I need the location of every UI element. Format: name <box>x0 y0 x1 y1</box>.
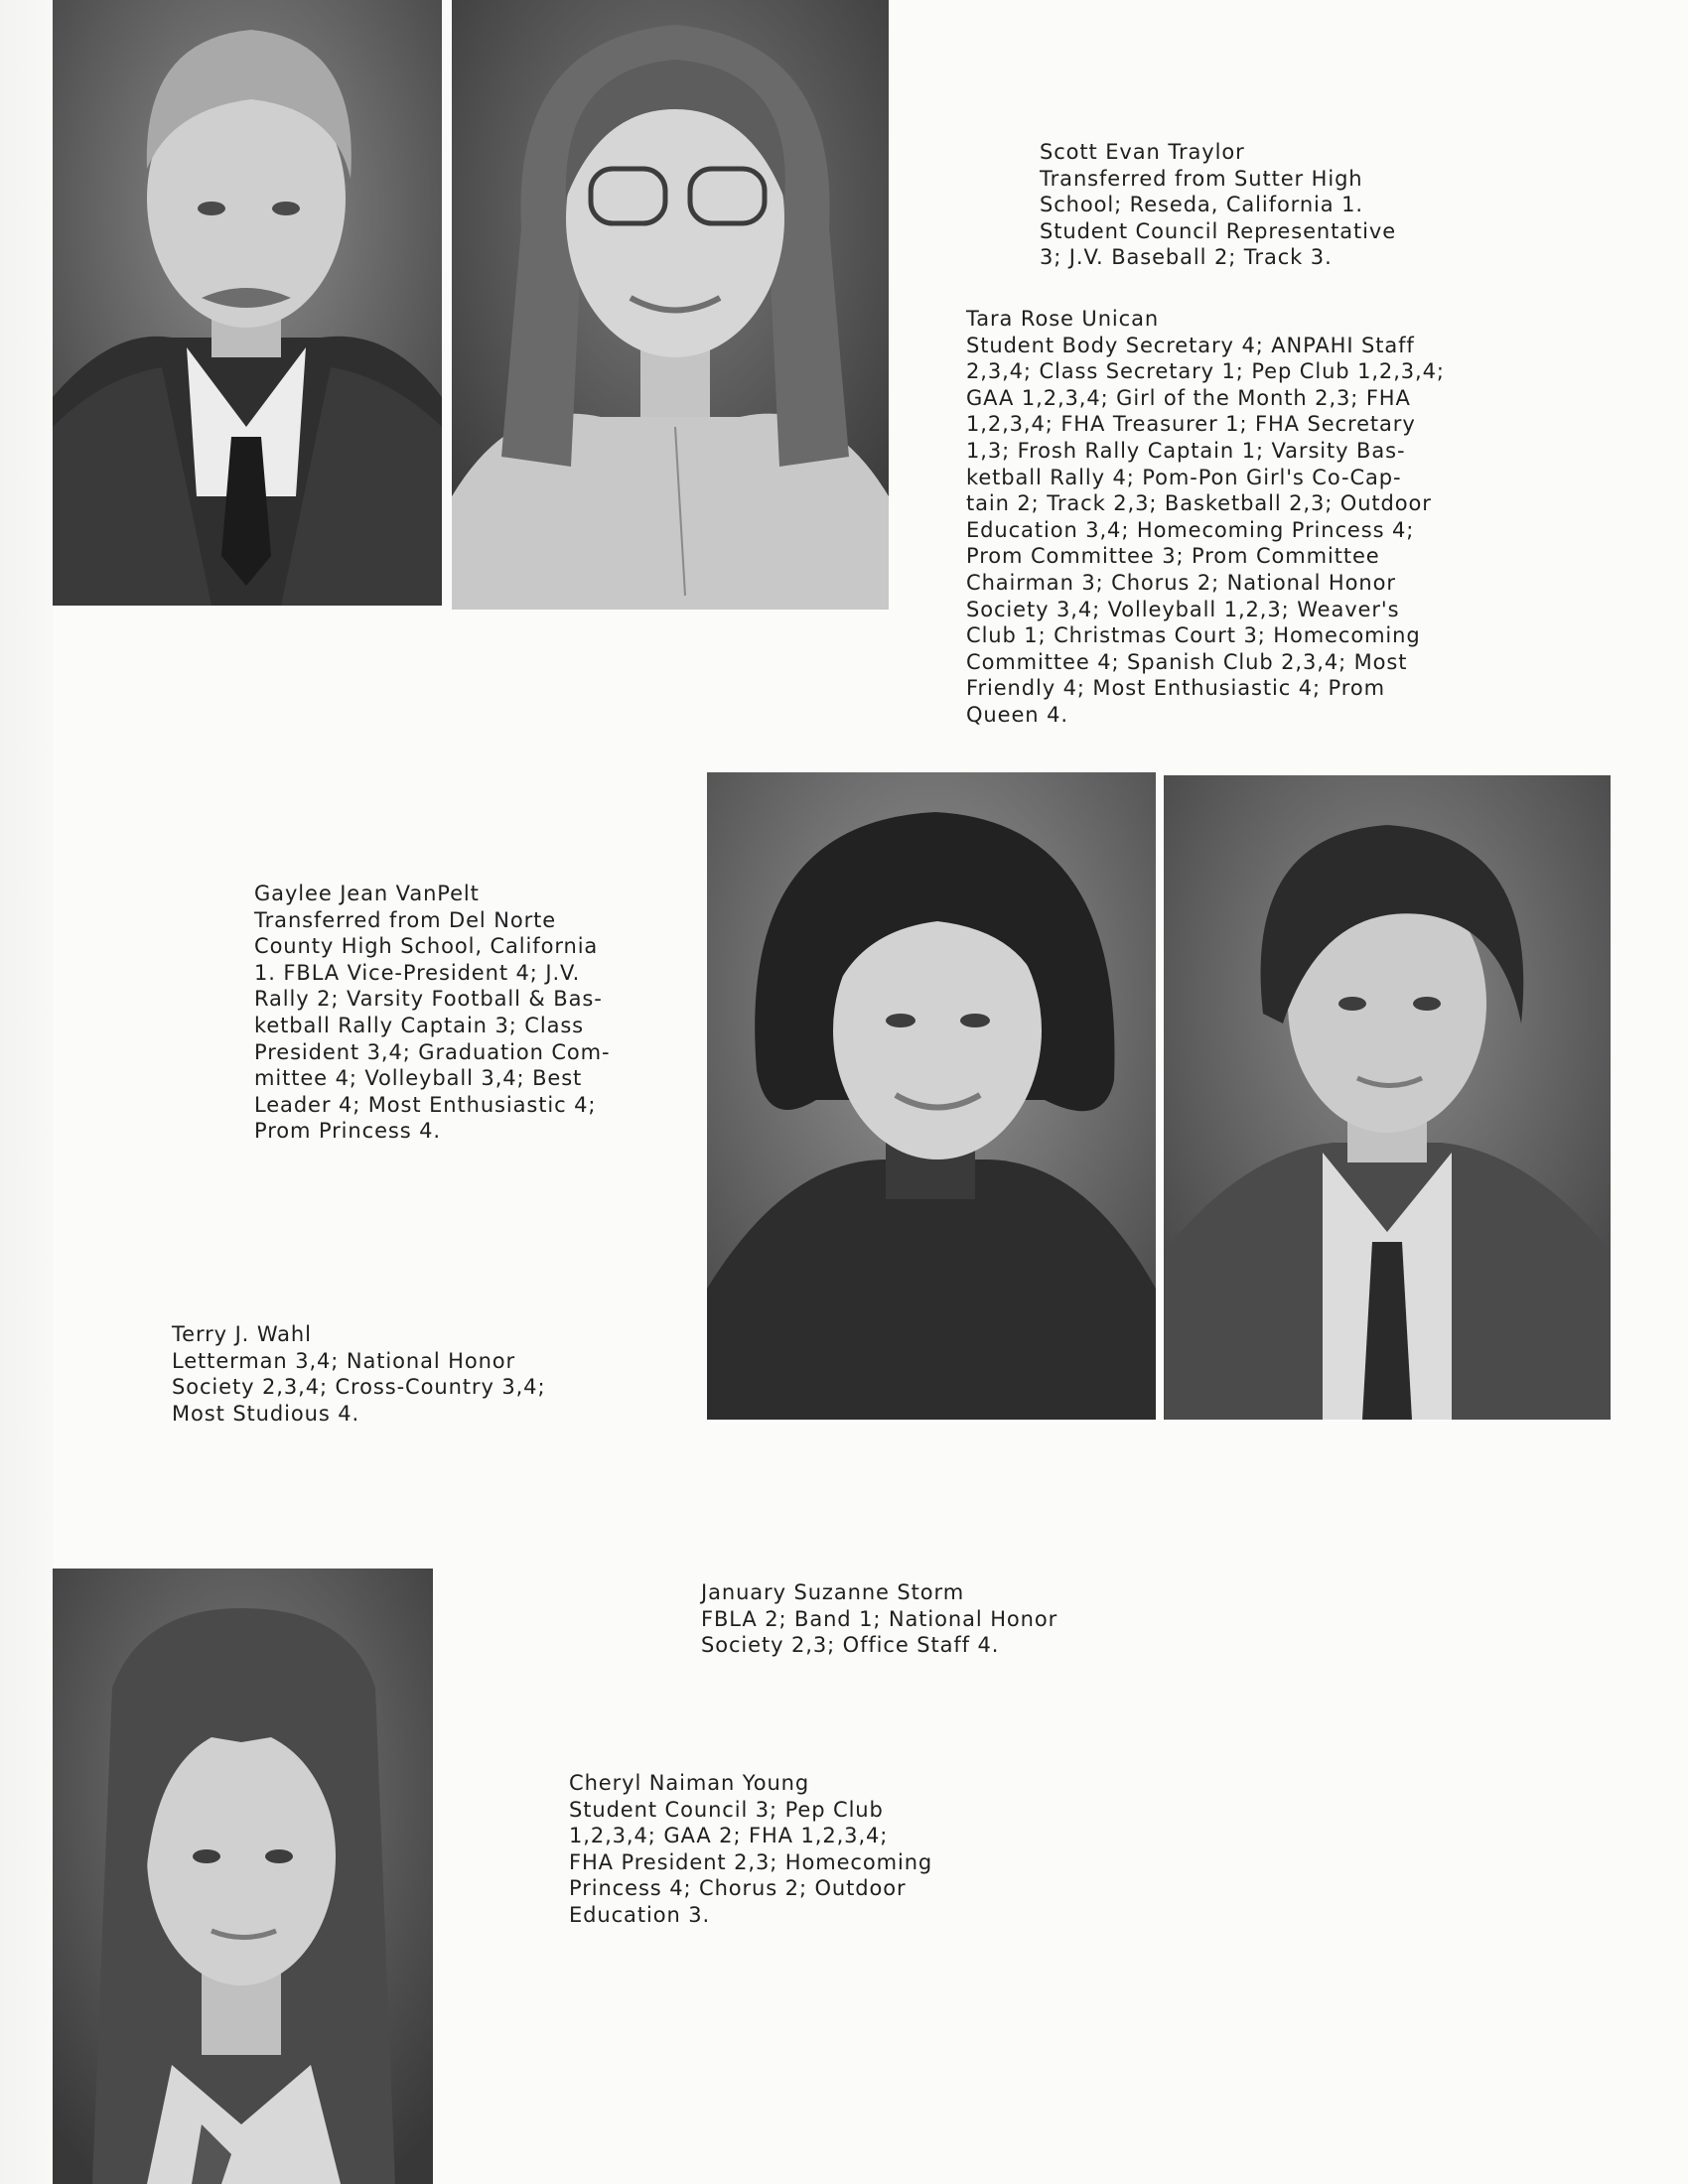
activity-line: Transferred from Del Norte <box>254 907 557 932</box>
activity-line: ketball Rally 4; Pom-Pon Girl's Co-Cap- <box>966 465 1402 489</box>
bio-traylor <box>1040 139 1396 271</box>
portrait-photo-wahl <box>1164 775 1611 1420</box>
bio-vanpelt <box>254 881 611 1145</box>
page-edge <box>0 0 53 2184</box>
activity-line: Education 3,4; Homecoming Princess 4; <box>966 517 1415 542</box>
activity-line: Student Council Representative <box>1040 218 1397 243</box>
activity-line: mittee 4; Volleyball 3,4; Best <box>254 1066 583 1091</box>
activity-line: FBLA 2; Band 1; National Honor <box>701 1606 1058 1631</box>
bio-young <box>569 1770 932 1929</box>
activity-line: Society 2,3; Office Staff 4. <box>701 1633 1000 1658</box>
activity-line: 1,3; Frosh Rally Captain 1; Varsity Bas- <box>966 438 1406 463</box>
activity-line: President 3,4; Graduation Com- <box>254 1039 611 1064</box>
student-name: Scott Evan Traylor <box>1040 140 1245 164</box>
activity-line: Committee 4; Spanish Club 2,3,4; Most <box>966 649 1408 674</box>
activity-line: Friendly 4; Most Enthusiastic 4; Prom <box>966 676 1385 701</box>
portrait-photo-traylor <box>53 0 442 606</box>
activity-line: GAA 1,2,3,4; Girl of the Month 2,3; FHA <box>966 385 1411 410</box>
activity-line: 3; J.V. Baseball 2; Track 3. <box>1040 245 1333 270</box>
activity-line: FHA President 2,3; Homecoming <box>569 1849 933 1874</box>
activity-line: Prom Committee 3; Prom Committee <box>966 544 1380 569</box>
activity-line: Prom Princess 4. <box>254 1119 441 1144</box>
activity-line: Leader 4; Most Enthusiastic 4; <box>254 1092 597 1117</box>
activity-line: 2,3,4; Class Secretary 1; Pep Club 1,2,3,4; <box>966 359 1445 384</box>
activity-line: Queen 4. <box>966 702 1068 727</box>
bio-unican <box>966 306 1445 729</box>
activity-line: ketball Rally Captain 3; Class <box>254 1013 585 1037</box>
activity-line: 1. FBLA Vice-President 4; J.V. <box>254 960 581 985</box>
portrait-photo-vanpelt <box>707 772 1156 1420</box>
activity-line: tain 2; Track 2,3; Basketball 2,3; Outdoor <box>966 491 1432 516</box>
portrait-photo-young <box>53 1569 433 2184</box>
activity-line: County High School, California <box>254 934 599 959</box>
student-name: Tara Rose Unican <box>966 307 1160 331</box>
activity-line: Letterman 3,4; National Honor <box>172 1348 516 1373</box>
activity-line: Transferred from Sutter High <box>1040 166 1363 191</box>
portrait-photo-unican <box>452 0 889 610</box>
activity-line: Chairman 3; Chorus 2; National Honor <box>966 570 1396 595</box>
activity-line: Club 1; Christmas Court 3; Homecoming <box>966 623 1421 648</box>
activity-line: Rally 2; Varsity Football & Bas- <box>254 987 603 1012</box>
activity-line: 1,2,3,4; FHA Treasurer 1; FHA Secretary <box>966 412 1416 437</box>
activity-line: Student Body Secretary 4; ANPAHI Staff <box>966 333 1415 357</box>
student-name: Cheryl Naiman Young <box>569 1771 810 1795</box>
student-name: January Suzanne Storm <box>701 1580 965 1604</box>
activity-line: School; Reseda, California 1. <box>1040 193 1363 217</box>
activity-line: Society 3,4; Volleyball 1,2,3; Weaver's <box>966 597 1400 621</box>
bio-wahl <box>172 1321 545 1427</box>
activity-line: Education 3. <box>569 1902 711 1927</box>
bio-storm <box>701 1579 1057 1659</box>
activity-line: Student Council 3; Pep Club <box>569 1797 884 1822</box>
student-name: Gaylee Jean VanPelt <box>254 882 480 905</box>
activity-line: Society 2,3,4; Cross-Country 3,4; <box>172 1375 546 1400</box>
activity-line: Princess 4; Chorus 2; Outdoor <box>569 1876 907 1901</box>
student-name: Terry J. Wahl <box>172 1322 312 1346</box>
activity-line: Most Studious 4. <box>172 1401 360 1426</box>
activity-line: 1,2,3,4; GAA 2; FHA 1,2,3,4; <box>569 1824 889 1848</box>
